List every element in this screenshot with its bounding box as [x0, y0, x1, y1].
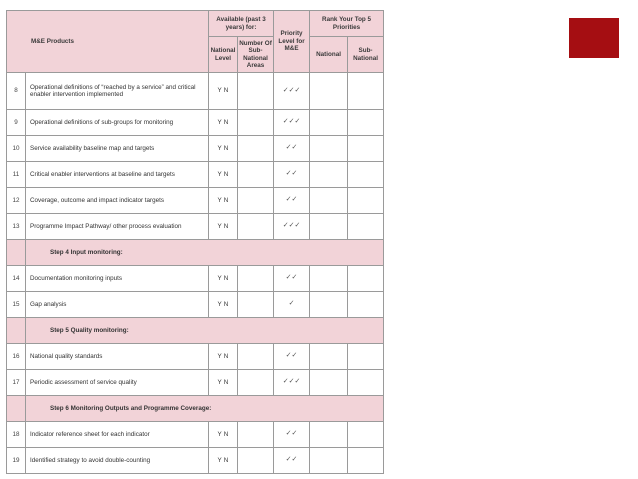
table-row [7, 214, 384, 240]
sub-national-areas-cell [238, 162, 274, 188]
rank-sub-national-cell [348, 448, 384, 474]
rank-sub-national-cell [348, 188, 384, 214]
step-header-row [7, 396, 384, 422]
step-label: Step 5 Quality monitoring: [26, 318, 384, 344]
rank-national-cell [310, 162, 348, 188]
table-row [7, 162, 384, 188]
rank-national-cell [310, 448, 348, 474]
header-sub-national-areas: Number Of Sub-National Areas [238, 37, 274, 73]
rank-national-cell [310, 188, 348, 214]
row-number: 14 [7, 266, 26, 292]
header-rank-sub-national: Sub-National [348, 37, 384, 73]
national-yes-no: Y N [209, 422, 238, 448]
row-number: 11 [7, 162, 26, 188]
national-yes-no: Y N [209, 266, 238, 292]
priority-checks: ✓✓ [274, 188, 310, 214]
row-number: 13 [7, 214, 26, 240]
national-yes-no: Y N [209, 110, 238, 136]
header-rank-top-5: Rank Your Top 5 Priorities [310, 11, 384, 37]
sub-national-areas-cell [238, 214, 274, 240]
rank-sub-national-cell [348, 162, 384, 188]
rank-national-cell [310, 422, 348, 448]
rank-national-cell [310, 266, 348, 292]
rank-national-cell [310, 344, 348, 370]
rank-national-cell [310, 292, 348, 318]
priority-checks: ✓✓✓ [274, 370, 310, 396]
priority-checks: ✓ [274, 292, 310, 318]
header-priority-level: Priority Level for M&E [274, 11, 310, 73]
step-number-cell [7, 240, 26, 266]
step-number-cell [7, 396, 26, 422]
table-row [7, 136, 384, 162]
row-description: National quality standards [26, 344, 209, 370]
sub-national-areas-cell [238, 292, 274, 318]
rank-sub-national-cell [348, 73, 384, 110]
sub-national-areas-cell [238, 188, 274, 214]
header-rank-national: National [310, 37, 348, 73]
step-header-row [7, 318, 384, 344]
row-description: Operational definitions of sub-groups for monitoring [26, 110, 209, 136]
priority-checks: ✓✓ [274, 422, 310, 448]
national-yes-no: Y N [209, 136, 238, 162]
rank-sub-national-cell [348, 136, 384, 162]
national-yes-no: Y N [209, 162, 238, 188]
row-number: 12 [7, 188, 26, 214]
step-label: Step 6 Monitoring Outputs and Programme Coverage: [26, 396, 384, 422]
table-row [7, 110, 384, 136]
row-description: Coverage, outcome and impact indicator targets [26, 188, 209, 214]
rank-sub-national-cell [348, 370, 384, 396]
rank-sub-national-cell [348, 110, 384, 136]
table-row [7, 422, 384, 448]
sub-national-areas-cell [238, 110, 274, 136]
row-description: Indicator reference sheet for each indicator [26, 422, 209, 448]
row-number: 8 [7, 73, 26, 110]
national-yes-no: Y N [209, 370, 238, 396]
table-row [7, 448, 384, 474]
national-yes-no: Y N [209, 188, 238, 214]
row-number: 16 [7, 344, 26, 370]
rank-sub-national-cell [348, 292, 384, 318]
row-description: Periodic assessment of service quality [26, 370, 209, 396]
header-me-products: M&E Products [7, 11, 209, 73]
row-number: 15 [7, 292, 26, 318]
row-number: 19 [7, 448, 26, 474]
rank-national-cell [310, 136, 348, 162]
sub-national-areas-cell [238, 136, 274, 162]
accent-square [569, 18, 619, 58]
row-description: Operational definitions of “reached by a service” and critical enabler intervention implemented [26, 73, 209, 110]
table-row [7, 292, 384, 318]
priority-checks: ✓✓ [274, 162, 310, 188]
table-row [7, 73, 384, 110]
priority-checks: ✓✓ [274, 344, 310, 370]
sub-national-areas-cell [238, 344, 274, 370]
rank-sub-national-cell [348, 422, 384, 448]
row-description: Critical enabler interventions at baseline and targets [26, 162, 209, 188]
rank-sub-national-cell [348, 266, 384, 292]
national-yes-no: Y N [209, 292, 238, 318]
row-description: Documentation monitoring inputs [26, 266, 209, 292]
priority-checks: ✓✓ [274, 136, 310, 162]
table-row [7, 266, 384, 292]
row-number: 10 [7, 136, 26, 162]
table-body [7, 73, 384, 474]
priority-checks: ✓✓ [274, 448, 310, 474]
table-row [7, 188, 384, 214]
sub-national-areas-cell [238, 266, 274, 292]
row-number: 18 [7, 422, 26, 448]
rank-sub-national-cell [348, 344, 384, 370]
rank-national-cell [310, 110, 348, 136]
row-description: Programme Impact Pathway/ other process evaluation [26, 214, 209, 240]
row-description: Service availability baseline map and targets [26, 136, 209, 162]
row-number: 9 [7, 110, 26, 136]
sub-national-areas-cell [238, 73, 274, 110]
table-row [7, 370, 384, 396]
national-yes-no: Y N [209, 344, 238, 370]
rank-national-cell [310, 73, 348, 110]
sub-national-areas-cell [238, 448, 274, 474]
rank-national-cell [310, 214, 348, 240]
sub-national-areas-cell [238, 422, 274, 448]
header-national-level: National Level [209, 37, 238, 73]
step-number-cell [7, 318, 26, 344]
sub-national-areas-cell [238, 370, 274, 396]
rank-national-cell [310, 370, 348, 396]
priority-checks: ✓✓✓ [274, 73, 310, 110]
me-products-table [6, 10, 384, 474]
national-yes-no: Y N [209, 214, 238, 240]
priority-checks: ✓✓✓ [274, 214, 310, 240]
row-description: Gap analysis [26, 292, 209, 318]
priority-checks: ✓✓✓ [274, 110, 310, 136]
national-yes-no: Y N [209, 73, 238, 110]
table-row [7, 344, 384, 370]
rank-sub-national-cell [348, 214, 384, 240]
header-available: Available (past 3 years) for: [209, 11, 274, 37]
priority-checks: ✓✓ [274, 266, 310, 292]
national-yes-no: Y N [209, 448, 238, 474]
row-number: 17 [7, 370, 26, 396]
step-label: Step 4 Input monitoring: [26, 240, 384, 266]
step-header-row [7, 240, 384, 266]
row-description: Identified strategy to avoid double-counting [26, 448, 209, 474]
